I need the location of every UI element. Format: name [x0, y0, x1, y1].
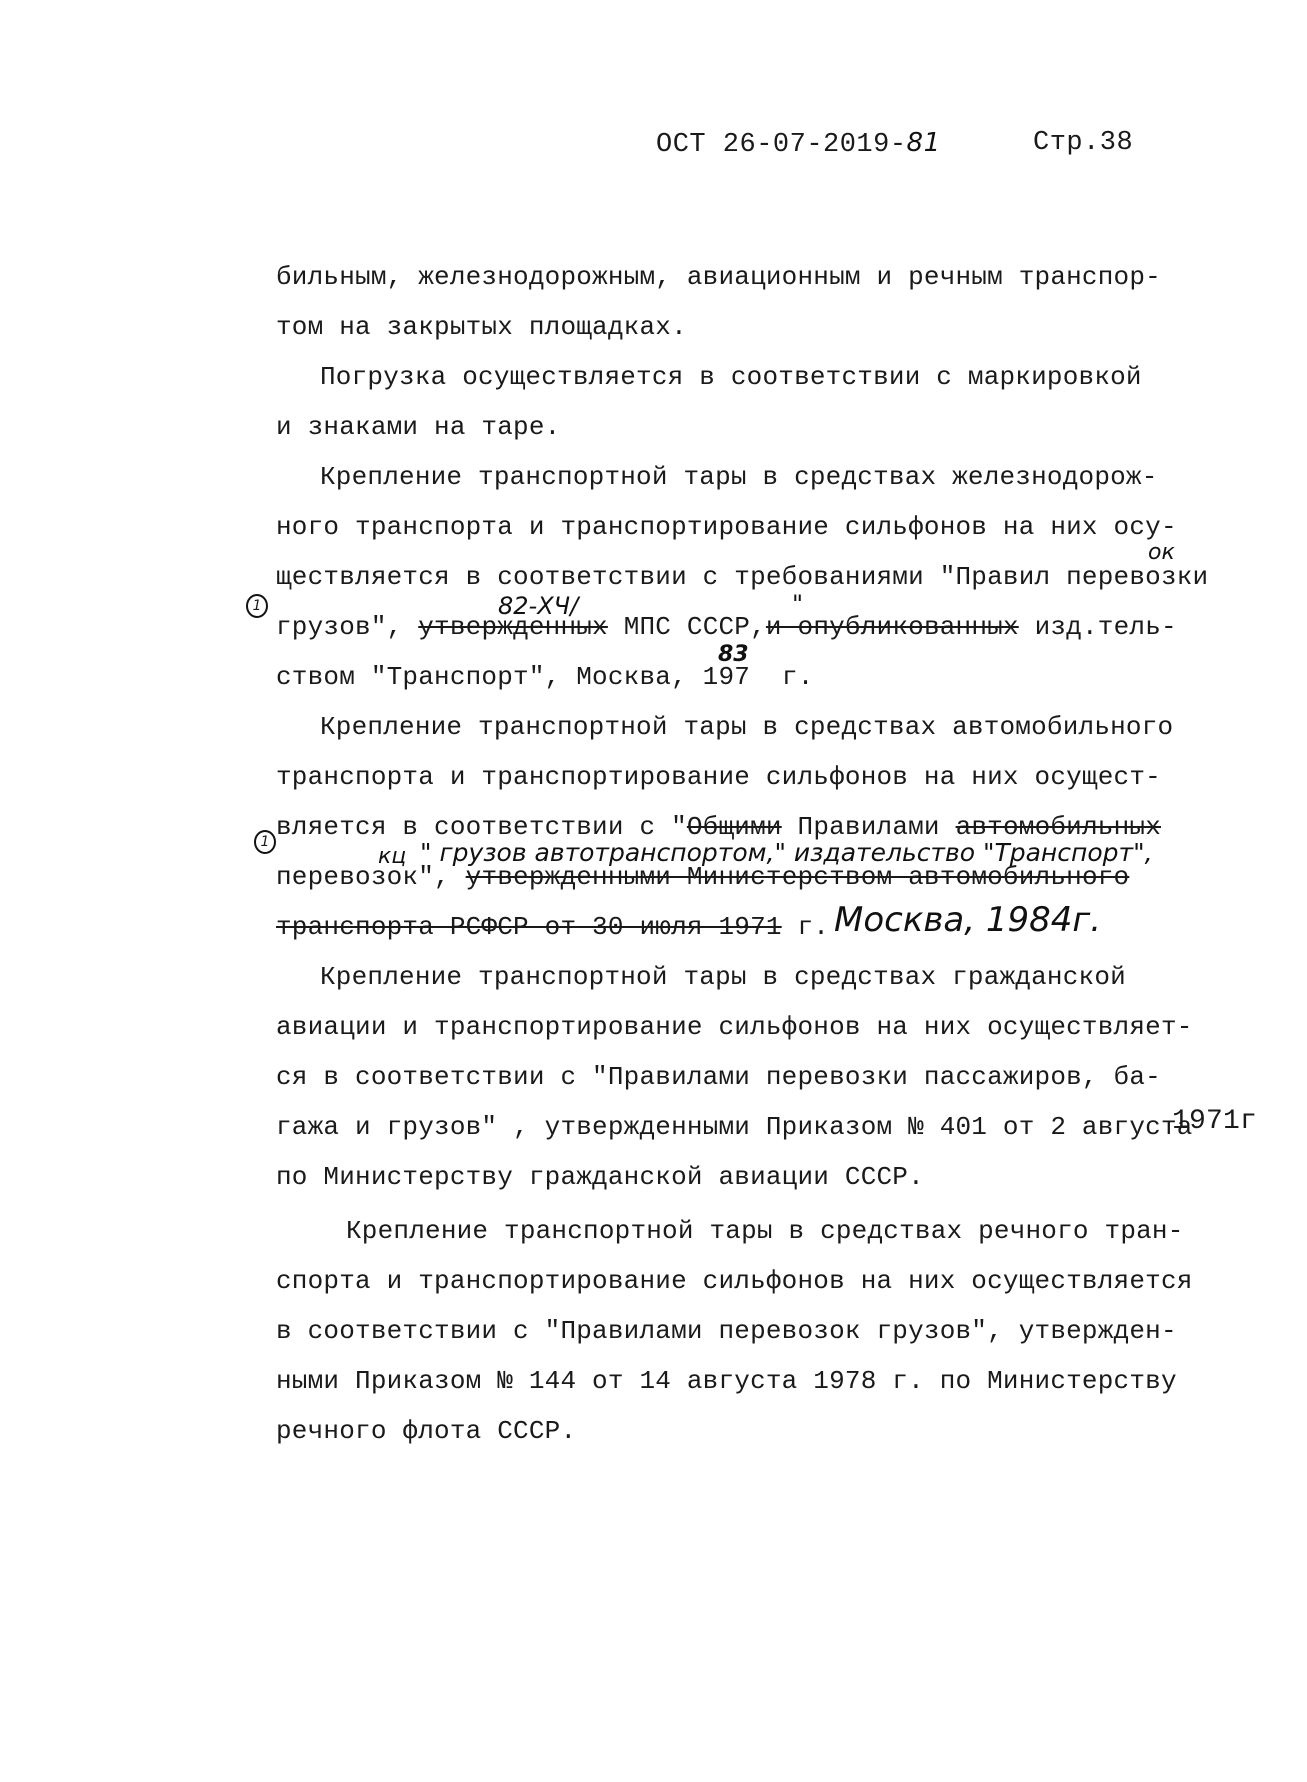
- struck-rsfsr: транспорта РСФСР от 30 июля 1971: [276, 912, 782, 942]
- text-line-19: по Министерству гражданской авиации СССР.: [276, 1162, 924, 1192]
- text-line-10: Крепление транспортной тары в средствах автомобильного: [320, 712, 1174, 742]
- text-line-11: транспорта и транспортирование сильфонов на них осущест-: [276, 762, 1161, 792]
- rules-text: Правилами: [797, 812, 940, 842]
- ok-note: ок: [1148, 540, 1175, 565]
- cargo-text: грузов",: [276, 612, 403, 642]
- text-line-20: Крепление транспортной тары в средствах речного тран-: [346, 1216, 1184, 1246]
- text-line-8: [276, 612, 1177, 642]
- year-g: г.: [797, 912, 830, 942]
- publisher-insert-note: " грузов автотранспортом," издательство "Транспорт",: [420, 838, 1153, 867]
- transport-text: перевозок",: [276, 862, 450, 892]
- text-line-6: ного транспорта и транспортирование сильфонов на них осу-: [276, 512, 1177, 542]
- text-line-24: речного флота СССР.: [276, 1416, 577, 1446]
- text-line-2: том на закрытых площадках.: [276, 312, 687, 342]
- text-line-18: гажа и грузов" , утвержденными Приказом № 401 от 2 августа: [276, 1112, 1193, 1142]
- text-line-5: Крепление транспортной тары в средствах железнодорож-: [320, 462, 1158, 492]
- year-83-note: 83: [718, 642, 749, 667]
- text-line-15: Крепление транспортной тары в средствах гражданской: [320, 962, 1126, 992]
- text-line-7: ществляется в соответствии с требованиями "Правил перевозки: [276, 562, 1209, 592]
- circle-mark-2: 1: [254, 830, 276, 854]
- struck-published: и опубликованных: [765, 612, 1019, 642]
- text-line-17: ся в соответствии с "Правилами перевозки пассажиров, ба-: [276, 1062, 1161, 1092]
- page-number: Стр.38: [1033, 128, 1134, 158]
- struck-approved: утвержденных: [418, 612, 608, 642]
- doc-code: [656, 128, 941, 160]
- text-line-3: Погрузка осуществляется в соответствии с маркировкой: [320, 362, 1142, 392]
- b2-note: 82-ХЧ/: [498, 592, 579, 620]
- year-1971-margin: 1971г: [1172, 1106, 1258, 1137]
- text-line-21: спорта и транспортирование сильфонов на них осуществляется: [276, 1266, 1193, 1296]
- publisher-text: изд.тель-: [1034, 612, 1177, 642]
- mps-text: МПС СССР,: [623, 612, 766, 642]
- text-line-16: авиации и транспортирование сильфонов на них осуществляет-: [276, 1012, 1193, 1042]
- circle-mark-1: 1: [246, 594, 268, 618]
- text-line-22: в соответствии с "Правилами перевозок грузов", утвержден-: [276, 1316, 1177, 1346]
- text-line-4: и знаками на таре.: [276, 412, 561, 442]
- text-line-14: [276, 912, 829, 942]
- struck-ministry: утвержденными Министерством автомобильного: [465, 862, 1130, 892]
- struck-automobile: автомобильных: [955, 812, 1161, 842]
- text-line-23: ными Приказом № 144 от 14 августа 1978 г. по Министерству: [276, 1366, 1177, 1396]
- kts-note: кц: [378, 844, 407, 869]
- struck-general: Общими: [686, 812, 782, 842]
- transport-moscow-text: ством "Транспорт", Москва, 197: [276, 662, 751, 692]
- year-suffix: г.: [781, 662, 814, 692]
- according-text: вляется в соответствии с ": [276, 812, 687, 842]
- text-line-1: бильным, железнодорожным, авиационным и речным транспор-: [276, 262, 1161, 292]
- doc-year-handwritten: 81: [906, 128, 941, 158]
- doc-code-text: ОСТ 26-07-2019-: [656, 130, 907, 160]
- quote-note: ": [792, 590, 804, 618]
- moscow-1984-note: Москва, 1984г.: [834, 900, 1102, 940]
